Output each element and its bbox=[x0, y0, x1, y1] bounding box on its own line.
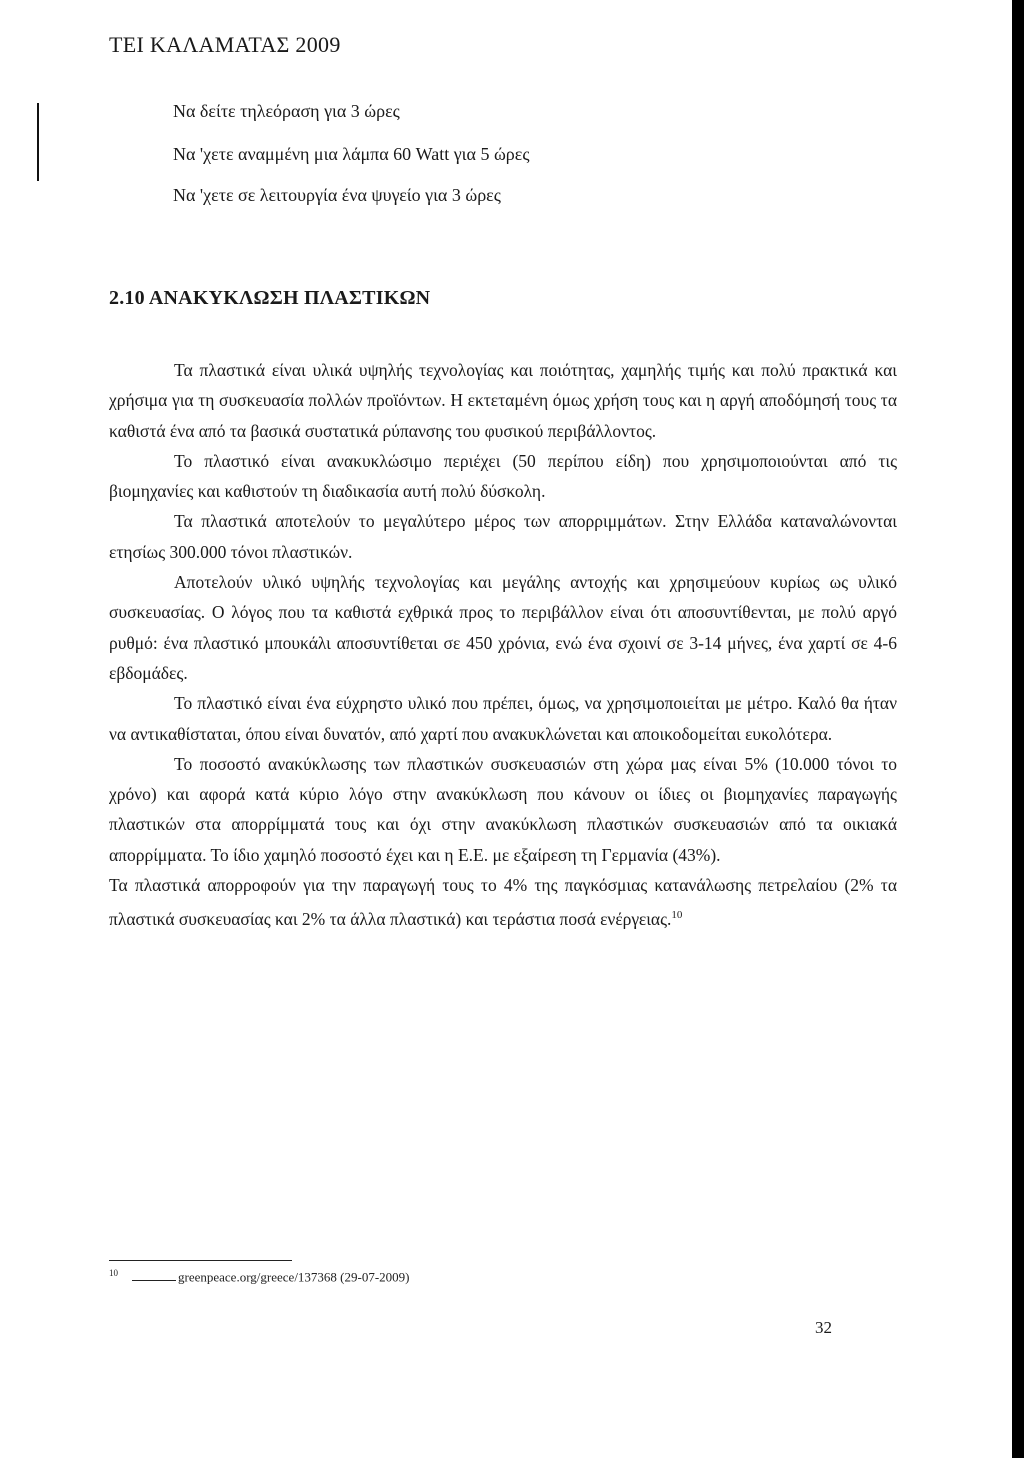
paragraph: Τα πλαστικά αποτελούν το μεγαλύτερο μέρος των απορριμμάτων. Στην Ελλάδα καταναλώνονται ετησίως 300.000 τόνοι πλαστικών. bbox=[109, 511, 897, 562]
paragraph: Αποτελούν υλικό υψηλής τεχνολογίας και μεγάλης αντοχής και χρησιμεύουν κυρίως ως υλικό συσκευασίας. Ο λόγος που τα καθιστά εχθρικά προς το περιβάλλον είναι ότι αποσυντίθενται, με πολύ αργό ρυθμό: ένα πλαστικό μπουκάλι αποσυντίθεται σε 450 χρόνια, ενώ ένα σχοινί σε 3-14 μήνες, ένα χαρτί σε 4-6 εβδομάδες. bbox=[109, 572, 897, 683]
paragraph-last bbox=[109, 870, 897, 934]
paragraph: Το πλαστικό είναι ανακυκλώσιμο περιέχει (50 περίπου είδη) που χρησιμοποιούνται από τις βιομηχανίες και καθιστούν τη διαδικασία αυτή πολύ δύσκολη. bbox=[109, 450, 897, 502]
footnote-separator bbox=[109, 1260, 292, 1261]
margin-mark bbox=[37, 103, 39, 181]
list-item: Να 'χετε σε λειτουργία ένα ψυγείο για 3 ώρες bbox=[173, 185, 501, 205]
scan-edge bbox=[1012, 0, 1024, 1458]
list-item: Να δείτε τηλεόραση για 3 ώρες bbox=[173, 101, 400, 121]
list-item: Να 'χετε αναμμένη μια λάμπα 60 Watt για 5 ώρες bbox=[173, 144, 530, 164]
page-header: ΤΕΙ ΚΑΛΑΜΑΤΑΣ 2009 bbox=[109, 32, 341, 57]
page-number: 32 bbox=[815, 1318, 832, 1337]
paragraph: Τα πλαστικά είναι υλικά υψηλής τεχνολογίας και ποιότητας, χαμηλής τιμής και πολύ πρακτικά και χρήσιμα για τη συσκευασία πολλών προϊόντων. Η εκτεταμένη όμως χρήση τους και η αργή αποδόμησή τους τα καθιστά ένα από τα βασικά συστατικά ρύπανσης του φυσικού περιβάλλοντος. bbox=[109, 360, 897, 441]
paragraph: Το ποσοστό ανακύκλωσης των πλαστικών συσκευασιών στη χώρα μας είναι 5% (10.000 τόνοι το χρόνο) και αφορά κατά κύριο λόγο στην ανακύκλωση που κάνουν οι ίδιες οι βιομηχανίες παραγωγής πλαστικών στα απορρίμματά τους και όχι στην ανακύκλωση πλαστικών συσκευασιών από τα οικιακά απορρίμματα. Το ίδιο χαμηλό ποσοστό έχει και η Ε.Ε. με εξαίρεση τη Γερμανία (43%). bbox=[109, 753, 897, 865]
footnote bbox=[109, 1268, 410, 1285]
footnote-blank-line bbox=[132, 1280, 176, 1281]
section-heading: 2.10 ΑΝΑΚΥΚΛΩΣΗ ΠΛΑΣΤΙΚΩΝ bbox=[109, 287, 431, 309]
footnote-number: 10 bbox=[109, 1268, 118, 1278]
body-text bbox=[109, 355, 897, 934]
paragraph: Το πλαστικό είναι ένα εύχρηστο υλικό που πρέπει, όμως, να χρησιμοποιείται με μέτρο. Καλό θα ήταν να αντικαθίσταται, όπου είναι δυνατόν, από χαρτί που ανακυκλώνεται και αποικοδομείται ευκολότερα. bbox=[109, 693, 897, 744]
footnote-text: greenpeace.org/greece/137368 (29-07-2009) bbox=[178, 1269, 410, 1285]
footnote-reference: 10 bbox=[671, 909, 683, 922]
paragraph-text: Τα πλαστικά απορροφούν για την παραγωγή τους το 4% της παγκόσμιας κατανάλωσης πετρελαίου (2% τα πλαστικά συσκευασίας και 2% τα άλλα πλαστικά) και τεράστια ποσά ενέργειας. bbox=[109, 875, 897, 930]
